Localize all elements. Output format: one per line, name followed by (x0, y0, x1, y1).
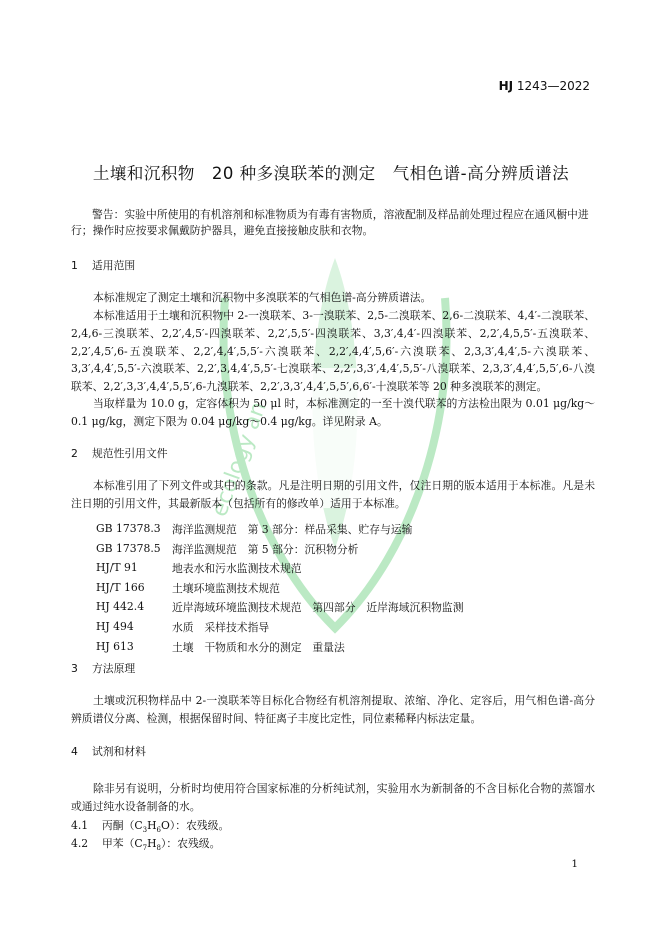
reagent-item: 4.1 丙酮$(C_3H_6O)$：农残级。 (71, 819, 230, 835)
reference-list (96, 522, 464, 659)
section-heading-scope: 1 适用范围 (71, 259, 136, 272)
reference-item: HJ 494 水质 采样技术指导 (96, 619, 270, 634)
standard-number: HJ 1243—2022 (498, 79, 590, 93)
reference-item: HJ 613 土壤 干物质和水分的测定 重量法 (96, 639, 345, 654)
watermark-text: ecology an (207, 398, 272, 521)
paragraph-reagents: 除非另有说明，分析时均使用符合国家标准的分析纯试剂，实验用水为新制备的不含目标化合物的蒸馏水或通过纯水设备制备的水。 (71, 782, 595, 813)
warning-text: 警告：实验中所使用的有机溶剂和标准物质为有毒有害物质，溶液配制及样品前处理过程应在通风橱中进行；操作时应按要求佩戴防护器具，避免直接接触皮肤和衣物。 (71, 208, 589, 237)
reference-item: GB 17378.5 海洋监测规范 第 5 部分：沉积物分析 (96, 541, 359, 556)
paragraph-references: 本标准引用了下列文件或其中的条款。凡是注明日期的引用文件，仅注日期的版本适用于本标准。凡是未注日期的引用文件，其最新版本（包括所有的修改单）适用于本标准。 (71, 479, 595, 510)
section-heading-principle: 3 方法原理 (71, 662, 136, 675)
section-heading-references: 2 规范性引用文件 (71, 447, 168, 460)
reference-item: HJ/T 166 土壤环境监测技术规范 (96, 580, 280, 595)
paragraph-scope-1: 本标准规定了测定土壤和沉积物中多溴联苯的气相色谱-高分辨质谱法。 (93, 291, 432, 304)
page-title: 土壤和沉积物 20 种多溴联苯的测定 气相色谱-高分辨质谱法 (92, 164, 570, 183)
paragraph-principle: 土壤或沉积物样品中 2-一溴联苯等目标化合物经有机溶剂提取、浓缩、净化、定容后，用气相色谱-高分辨质谱仪分离、检测，根据保留时间、特征离子丰度比定性，同位素稀释内标法定量。 (71, 694, 595, 725)
paragraph-scope-3: 当取样量为 10.0 g，定容体积为 50 μl 时，本标准测定的一至十溴代联苯的方法检出限为 0.01 μg/kg～0.1 μg/kg，测定下限为 0.04 μg/kg～0.4 μg/kg。详见附录 A。 (71, 397, 595, 428)
paragraph-scope-2: 本标准适用于土壤和沉积物中 2-一溴联苯、3-一溴联苯、2,5-二溴联苯、2,6-二溴联苯、4,4′-二溴联苯、2,4,6-三溴联苯、2,2′,4,5′-四溴联苯、2,2′,5,5′-四溴联苯、3,3′,4,4′-四溴联苯、2,2′,4,5,5′-五溴联苯、2,2′,4,5′,6-五溴联苯、2,2′,4,4′,5,5′-六溴联苯、2,2′,4,4′,5,6′-六溴联苯、2,3,3′,4,4′,5-六溴联苯、3,3′,4,4′,5,5′-六溴联苯、2,2′,3,4,4′,5,5′-七溴联苯、2,2′,3,3′,4,4′,5,5′-八溴联苯、2,3,3′,4,4′,5,5′,6-八溴联苯、2,2′,3,3′,4,4′,5,5′,6-九溴联苯、2,2′,3,3′,4,4′,5,5′,6,6′-十溴联苯等 20 种多溴联苯的测定。 (71, 309, 595, 394)
reference-item: GB 17378.3 海洋监测规范 第 3 部分：样品采集、贮存与运输 (96, 522, 413, 536)
reference-item: HJ/T 91 地表水和污水监测技术规范 (96, 561, 302, 576)
section-heading-reagents: 4 试剂和材料 (71, 745, 146, 758)
reagent-item: 4.2 甲苯$(C_7H_8)$：农残级。 (71, 837, 221, 853)
page-number: 1 (571, 858, 578, 870)
reference-item: HJ 442.4 近岸海域环境监测技术规范 第四部分 近岸海域沉积物监测 (96, 600, 464, 615)
